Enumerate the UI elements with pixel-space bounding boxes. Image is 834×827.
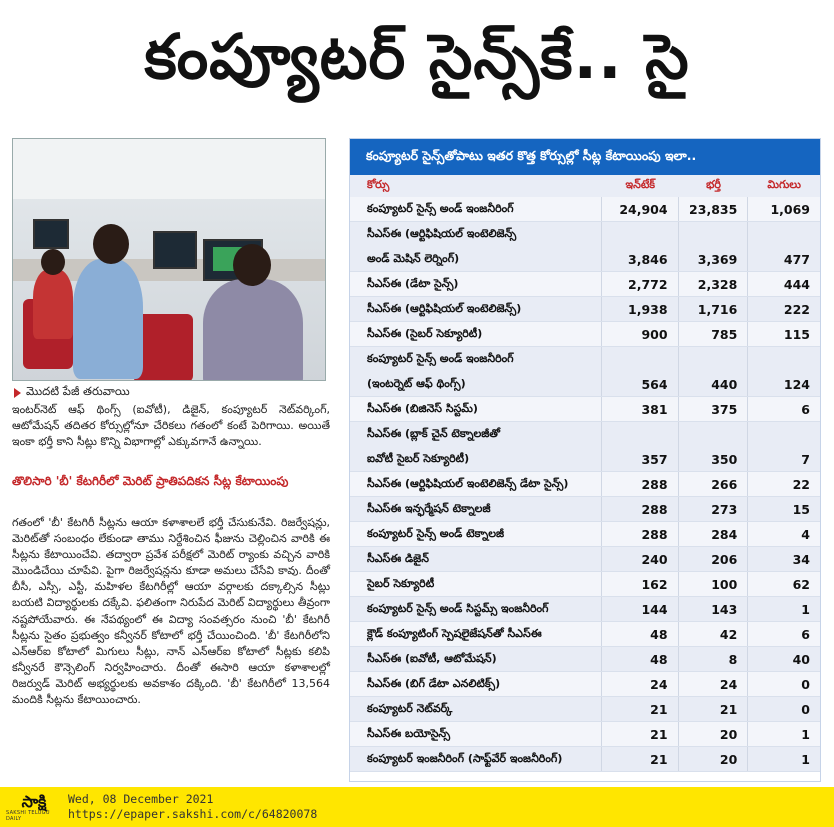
table-header <box>350 175 820 197</box>
intake-value: 288 <box>602 497 679 521</box>
paragraph-1: ఇంటర్‌నెట్ ఆఫ్ థింగ్స్ (ఐవోటీ), డిజైన్, కంప్యూటర్ నెట్‌వర్కింగ్, ఆటోమేషన్ తదితర కోర్సుల్లోనూ చేరికలు గతంలో కంటే పెరిగాయి. అయితే ఇంకా భర్తీ కాని సీట్లు కొన్ని విభాగాల్లో ఎక్కువగానే ఉన్నాయి. <box>12 403 330 449</box>
course-name <box>350 397 602 421</box>
course-name <box>350 672 602 696</box>
filled-value: 24 <box>679 672 749 696</box>
course-name-line: (ఇంటర్నెట్ ఆఫ్ థింగ్స్) <box>367 376 466 390</box>
filled-value: 785 <box>679 322 749 346</box>
filled-value: 266 <box>679 472 749 496</box>
footer-meta <box>68 792 317 822</box>
intake-value: 24 <box>602 672 679 696</box>
vacant-value: 1 <box>801 727 810 742</box>
intake-value: 288 <box>602 522 679 546</box>
table-row <box>350 472 820 497</box>
filled-value: 42 <box>679 622 749 646</box>
intake-value: 144 <box>602 597 679 621</box>
course-name <box>350 422 602 471</box>
vacant-value: 115 <box>783 327 810 342</box>
table-row <box>350 297 820 322</box>
header-intake: ఇన్‌టేక్ <box>625 178 656 191</box>
vacant-value: 62 <box>792 577 810 592</box>
course-name <box>350 297 602 321</box>
table-row <box>350 672 820 697</box>
header-course: కోర్సు <box>367 178 390 191</box>
course-name <box>350 547 602 571</box>
vacant-value: 6 <box>801 627 810 642</box>
filled-value: 23,835 <box>679 197 749 221</box>
table-row <box>350 197 820 222</box>
filled-value: 3,369 <box>679 222 749 271</box>
vacant-value: 4 <box>801 527 810 542</box>
course-name-line: సీఎస్ఈ (బ్లాక్ చైన్ టెక్నాలజీతో <box>367 427 501 440</box>
course-name-line: సీఎస్ఈ డిజైన్ <box>367 552 429 565</box>
paragraph-2: గతంలో 'బీ' కేటగిరీ సీట్లను ఆయా కళాశాలలే భర్తీ చేసుకునేవి. రిజర్వేషన్లు, మెరిట్‌తో సంబంధం లేకుండా తాము నిర్దేశించిన ఫీజును చెల్లించిన వారికి ఈ సీట్లను కేటాయించేవి. తద్వారా ప్రవేశ పరీక్షలో మెరిట్ ర్యాంకు వచ్చిన వారికి మొండిచేయి చూపేవి. పైగా రిజర్వేషన్లను కూడా అమలు చేసేవి కావు. దీంతో బీసీ, ఎస్సీ, ఎస్టీ, మహిళల కేటగిరీల్లో ఆయా వర్గాలకు దక్కాల్సిన సీట్లు బయటి విద్యార్థులకు దక్కేవి. ఫలితంగా నిరుపేద మెరిట్ విద్యార్థులు తీవ్రంగా నష్టపోయేవారు. ఈ నేపథ్యంలో ఈ విద్యా సంవత్సరం నుంచి 'బీ' కేటగిరీ సీట్లను సైతం ప్రభుత్వం కన్వీనర్ కోటాలో భర్తీ చేయించింది. 'బీ' కేటగిరీలోని ఎన్‌ఆర్‌ఐ కోటాలో మిగులు సీట్లు, నాన్ ఎన్‌ఆర్‌ఐ కోటాలో సీట్లకు కలిపి కన్వీనరే కౌన్సెలింగ్ నిర్వహించారు. దీంతో ఈసారి ఆయా కళాశాలల్లో రిజర్వుడ్ మెరిట్ అభ్యర్థులకు అవకాశం దక్కింది. 'బీ' కేటగిరీలో 13,564 మందికి సీట్లను కేటాయించారు. <box>12 516 330 707</box>
filled-value: 440 <box>679 347 749 396</box>
course-name <box>350 647 602 671</box>
intake-value: 162 <box>602 572 679 596</box>
course-name-line: సీఎస్ఈ (ఆర్టిఫిషియల్ ఇంటెలిజెన్స్) <box>367 302 522 315</box>
course-name <box>350 747 602 771</box>
filled-value: 100 <box>679 572 749 596</box>
course-name-line: సీఎస్ఈ (బిగ్ డేటా ఎనలిటిక్స్) <box>367 677 501 690</box>
course-name <box>350 697 602 721</box>
vacant-value: 40 <box>792 652 810 667</box>
filled-value: 1,716 <box>679 297 749 321</box>
course-name-line: కంప్యూటర్ ఇంజనీరింగ్ (సాఫ్ట్‌వేర్ ఇంజనీరింగ్) <box>367 752 563 765</box>
table-row <box>350 572 820 597</box>
intake-value: 288 <box>602 472 679 496</box>
table-row <box>350 397 820 422</box>
intake-value: 240 <box>602 547 679 571</box>
table-row <box>350 422 820 472</box>
course-name <box>350 597 602 621</box>
course-name <box>350 322 602 346</box>
vacant-value: 1,069 <box>770 202 810 217</box>
course-name <box>350 522 602 546</box>
course-name-line: ఐవోటీ సైబర్ సెక్యూరిటీ) <box>367 451 470 465</box>
article-photo <box>12 138 326 381</box>
table-row <box>350 622 820 647</box>
filled-value: 2,328 <box>679 272 749 296</box>
filled-value: 20 <box>679 747 749 771</box>
course-name <box>350 622 602 646</box>
intake-value: 1,938 <box>602 297 679 321</box>
table-row <box>350 497 820 522</box>
vacant-value: 1 <box>801 602 810 617</box>
table-row <box>350 697 820 722</box>
vacant-value: 34 <box>792 552 810 567</box>
table-body <box>350 197 820 772</box>
table-title: కంప్యూటర్ సైన్స్‌తోపాటు ఇతర కొత్త కోర్సుల్లో సీట్ల కేటాయింపు ఇలా.. <box>350 139 820 175</box>
course-name-line: కంప్యూటర్ సైన్స్ అండ్ ఇంజనీరింగ్ <box>367 352 514 365</box>
caption-text: మొదటి పేజీ తరువాయి <box>26 384 130 398</box>
course-name <box>350 197 602 221</box>
header-filled: భర్తీ <box>706 178 721 191</box>
filled-value: 284 <box>679 522 749 546</box>
table-row <box>350 747 820 772</box>
course-name-line: సీఎస్ఈ (ఐవోటీ, ఆటోమేషన్) <box>367 652 497 665</box>
course-name-line: కంప్యూటర్ సైన్స్ అండ్ సిస్టమ్స్ ఇంజనీరింగ్ <box>367 602 549 615</box>
vacant-value: 15 <box>792 502 810 517</box>
course-name-line: సీఎస్ఈ (సైబర్ సెక్యూరిటీ) <box>367 327 483 340</box>
seat-allocation-table <box>349 138 821 782</box>
intake-value: 381 <box>602 397 679 421</box>
table-row <box>350 722 820 747</box>
filled-value: 143 <box>679 597 749 621</box>
vacant-value: 6 <box>801 402 810 417</box>
filled-value: 206 <box>679 547 749 571</box>
filled-value: 350 <box>679 422 749 471</box>
course-name <box>350 347 602 396</box>
table-row <box>350 322 820 347</box>
intake-value: 24,904 <box>602 197 679 221</box>
table-row <box>350 272 820 297</box>
course-name <box>350 272 602 296</box>
filled-value: 375 <box>679 397 749 421</box>
intake-value: 2,772 <box>602 272 679 296</box>
subheading: తొలిసారి 'బీ' కేటగిరీలో మెరిట్ ప్రాతిపదికన సీట్ల కేటాయింపు <box>12 474 289 488</box>
course-name-line: కంప్యూటర్ నెట్‌వర్క్ <box>367 702 453 715</box>
table-row <box>350 647 820 672</box>
intake-value: 48 <box>602 647 679 671</box>
course-name-line: సీఎస్ఈ ఇన్ఫర్మేషన్ టెక్నాలజీ <box>367 502 491 515</box>
course-name-line: కంప్యూటర్ సైన్స్ అండ్ ఇంజనీరింగ్ <box>367 202 514 215</box>
vacant-value: 7 <box>801 452 810 467</box>
vacant-value: 1 <box>801 752 810 767</box>
vacant-value: 222 <box>783 302 810 317</box>
course-name <box>350 222 602 271</box>
header-vacant: మిగులు <box>767 178 801 191</box>
course-name-line: క్లౌడ్ కంప్యూటింగ్ స్పెషలైజేషన్‌తో సీఎస్ఈ <box>367 627 542 640</box>
sakshi-logo: సాక్షి SAKSHI TELUGU DAILY <box>6 791 50 822</box>
course-name <box>350 722 602 746</box>
filled-value: 20 <box>679 722 749 746</box>
vacant-value: 0 <box>801 702 810 717</box>
course-name-line: సీఎస్ఈ (ఆర్టిఫిషియల్ ఇంటెలిజెన్స్ <box>367 227 517 240</box>
filled-value: 273 <box>679 497 749 521</box>
intake-value: 48 <box>602 622 679 646</box>
intake-value: 21 <box>602 722 679 746</box>
intake-value: 900 <box>602 322 679 346</box>
intake-value: 357 <box>602 422 679 471</box>
table-row <box>350 347 820 397</box>
table-row <box>350 597 820 622</box>
course-name <box>350 472 602 496</box>
table-row <box>350 522 820 547</box>
intake-value: 3,846 <box>602 222 679 271</box>
table-row <box>350 222 820 272</box>
triangle-bullet-icon <box>14 388 21 398</box>
vacant-value: 124 <box>783 377 810 392</box>
course-name-line: సీఎస్ఈ (ఆర్టిఫిషియల్ ఇంటెలిజెన్స్ డేటా సైన్స్) <box>367 477 569 490</box>
vacant-value: 22 <box>792 477 810 492</box>
footer-date: Wed, 08 December 2021 <box>68 792 214 806</box>
course-name-line: అండ్ మెషిన్ లెర్నింగ్) <box>367 251 460 265</box>
intake-value: 21 <box>602 697 679 721</box>
table-row <box>350 547 820 572</box>
caption <box>14 384 130 401</box>
filled-value: 21 <box>679 697 749 721</box>
vacant-value: 444 <box>783 277 810 292</box>
intake-value: 564 <box>602 347 679 396</box>
course-name-line: సీఎస్ఈ (బిజినెస్ సిస్టమ్) <box>367 402 478 415</box>
footer-url[interactable]: https://epaper.sakshi.com/c/64820078 <box>68 807 318 821</box>
course-name <box>350 497 602 521</box>
course-name-line: సైబర్ సెక్యూరిటీ <box>367 577 435 590</box>
intake-value: 21 <box>602 747 679 771</box>
filled-value: 8 <box>679 647 749 671</box>
vacant-value: 0 <box>801 677 810 692</box>
course-name <box>350 572 602 596</box>
course-name-line: కంప్యూటర్ సైన్స్ అండ్ టెక్నాలజీ <box>367 527 505 540</box>
footer <box>0 787 834 827</box>
course-name-line: సీఎస్ఈ (డేటా సైన్స్) <box>367 277 459 290</box>
vacant-value: 477 <box>783 252 810 267</box>
headline: కంప్యూటర్ సైన్స్‌కే.. సై <box>144 20 690 93</box>
course-name-line: సీఎస్ఈ బయోసైన్స్ <box>367 727 451 740</box>
